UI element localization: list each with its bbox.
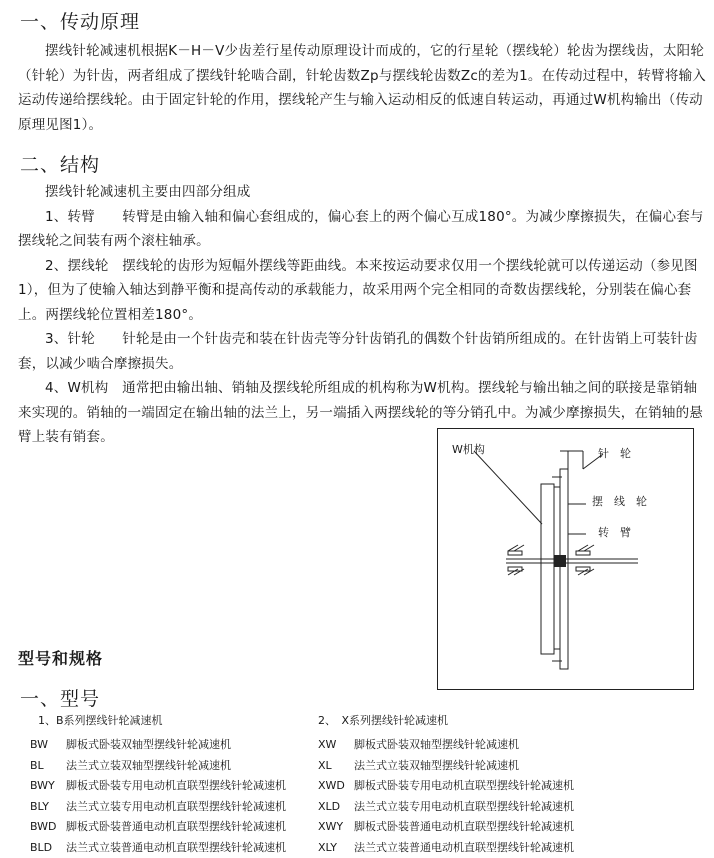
text-line: 运动传递给摆线轮。由于固定针轮的作用，摆线轮产生与输入运动相反的低速自转运动，再通过W机构输出（传动	[18, 88, 706, 113]
structure-paragraph	[18, 180, 704, 450]
diagram-label-pin-wheel: 针 轮	[598, 445, 631, 461]
text-line: 1），但为了使输入轴达到静平衡和提高传动的承载能力，故采用两个完全相同的奇数齿摆线轮，分别装在偏心套	[18, 278, 704, 303]
model-row	[30, 756, 286, 777]
w-mechanism-plate	[541, 484, 554, 654]
diagram-label-cycloid: 摆 线 轮	[592, 493, 647, 509]
model-desc: 法兰式立装普通电动机直联型摆线针轮减速机	[354, 841, 574, 854]
text-line: 3、针轮 针轮是由一个针齿壳和装在针齿壳等分针齿销孔的偶数个针齿销所组成的。在针齿销上可装针齿	[18, 327, 704, 352]
text-line: 原理见图1）。	[18, 113, 706, 138]
text-line: 摆线轮之间装有两个滚柱轴承。	[18, 229, 704, 254]
model-code: XLY	[318, 838, 354, 858]
text-line: 上。两摆线轮位置相差180°。	[18, 303, 704, 328]
model-desc: 脚板式卧装普通电动机直联型摆线针轮减速机	[354, 820, 574, 833]
leader-line-w	[474, 451, 542, 524]
model-code: BL	[30, 756, 66, 777]
principle-paragraph	[18, 39, 706, 137]
transmission-diagram	[437, 428, 694, 690]
text-line: 2、摆线轮 摆线轮的齿形为短幅外摆线等距曲线。本来按运动要求仅用一个摆线轮就可以传递运动（参见图	[18, 254, 704, 279]
text-line: 摆线针轮减速机根据K－H－V少齿差行星传动原理设计而成的，它的行星轮（摆线轮）轮齿为摆线齿，太阳轮	[18, 39, 706, 64]
right-series-title: 2、 X系列摆线针轮减速机	[318, 712, 448, 728]
section-heading-structure: 二、结构	[20, 150, 100, 177]
model-code: BWY	[30, 776, 66, 797]
diagram-label-arm: 转 臂	[598, 524, 631, 540]
model-row	[318, 735, 574, 756]
model-code: XLD	[318, 797, 354, 818]
model-row	[30, 817, 286, 838]
model-code: BWD	[30, 817, 66, 838]
diagram-drawing	[438, 429, 695, 691]
right-model-list	[318, 735, 574, 858]
diagram-label-w: W机构	[452, 441, 485, 457]
model-code: BW	[30, 735, 66, 756]
section-heading-principle: 一、传动原理	[20, 7, 140, 34]
model-code: XL	[318, 756, 354, 777]
models-title: 型号和规格	[18, 646, 103, 669]
text-line: 来实现的。销轴的一端固定在输出轴的法兰上，另一端插入两摆线轮的等分销孔中。为减少摩擦损失，在销轴的悬	[18, 401, 704, 426]
model-row	[318, 776, 574, 797]
model-desc: 脚板式卧装专用电动机直联型摆线针轮减速机	[354, 779, 574, 792]
model-desc: 法兰式立装专用电动机直联型摆线针轮减速机	[66, 800, 286, 813]
text-line: 臂上装有销套。	[18, 425, 704, 450]
left-series-title: 1、B系列摆线针轮减速机	[38, 712, 163, 728]
model-desc: 脚板式卧装双轴型摆线针轮减速机	[66, 738, 231, 751]
text-line: 1、转臂 转臂是由输入轴和偏心套组成的，偏心套上的两个偏心互成180°。为减少摩擦损失，在偏心套与	[18, 205, 704, 230]
model-desc: 法兰式立装双轴型摆线针轮减速机	[354, 759, 519, 772]
model-row	[318, 838, 574, 858]
text-line: 套，以减少啮合摩擦损失。	[18, 352, 704, 377]
text-line: 摆线针轮减速机主要由四部分组成	[18, 180, 704, 205]
eccentric-bearing	[554, 555, 566, 567]
model-code: BLY	[30, 797, 66, 818]
model-desc: 脚板式卧装普通电动机直联型摆线针轮减速机	[66, 820, 286, 833]
model-row	[318, 817, 574, 838]
model-desc: 脚板式卧装专用电动机直联型摆线针轮减速机	[66, 779, 286, 792]
model-row	[30, 797, 286, 818]
model-desc: 法兰式立装普通电动机直联型摆线针轮减速机	[66, 841, 286, 854]
model-row	[30, 735, 286, 756]
model-code: XW	[318, 735, 354, 756]
section-heading-models: 一、型号	[20, 684, 100, 711]
model-desc: 法兰式立装专用电动机直联型摆线针轮减速机	[354, 800, 574, 813]
model-code: BLD	[30, 838, 66, 858]
model-row	[318, 756, 574, 777]
model-code: XWY	[318, 817, 354, 838]
model-row	[30, 776, 286, 797]
model-row	[318, 797, 574, 818]
left-model-list	[30, 735, 286, 858]
model-row	[30, 838, 286, 858]
text-line: （针轮）为针齿，两者组成了摆线针轮啮合副，针轮齿数Zp与摆线轮齿数Zc的差为1。在传动过程中，转臂将输入	[18, 64, 706, 89]
model-desc: 法兰式立装双轴型摆线针轮减速机	[66, 759, 231, 772]
text-line: 4、W机构 通常把由输出轴、销轴及摆线轮所组成的机构称为W机构。摆线轮与输出轴之间的联接是靠销轴	[18, 376, 704, 401]
pin-wheel-housing	[560, 469, 568, 669]
model-code: XWD	[318, 776, 354, 797]
model-desc: 脚板式卧装双轴型摆线针轮减速机	[354, 738, 519, 751]
